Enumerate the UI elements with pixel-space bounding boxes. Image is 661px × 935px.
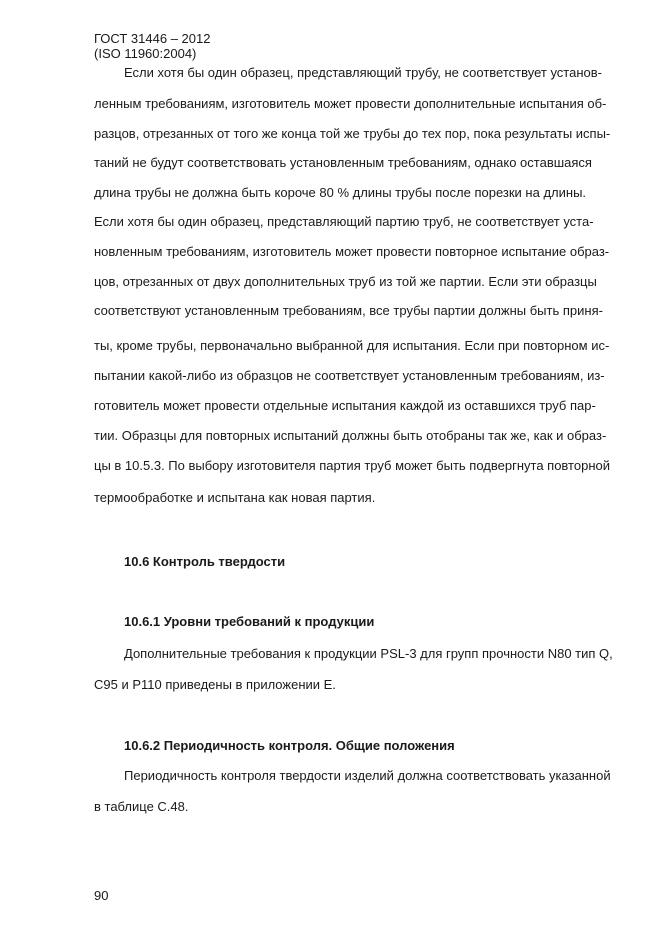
body-line: цов, отрезанных от двух дополнительных труб из той же партии. Если эти образцы	[94, 274, 597, 289]
body-line: Дополнительные требования к продукции PSL-3 для групп прочности N80 тип Q,	[124, 646, 613, 661]
body-line: Если хотя бы один образец, представляющий партию труб, не соответствует уста-	[94, 214, 594, 229]
body-line: соответствуют установленным требованиям, все трубы партии должны быть приня-	[94, 303, 603, 318]
iso-reference: (ISO 11960:2004)	[94, 46, 197, 61]
section-heading-10-6-2: 10.6.2 Периодичность контроля. Общие положения	[124, 738, 455, 753]
body-line: термообработке и испытана как новая партия.	[94, 490, 376, 505]
body-line: C95 и P110 приведены в приложении E.	[94, 677, 336, 692]
body-line: ленным требованиям, изготовитель может провести дополнительные испытания об-	[94, 96, 607, 111]
section-heading-10-6: 10.6 Контроль твердости	[124, 554, 286, 569]
page-number: 90	[94, 888, 109, 903]
standard-code: ГОСТ 31446 – 2012	[94, 31, 211, 46]
body-line: тии. Образцы для повторных испытаний должны быть отобраны так же, как и образ-	[94, 428, 607, 443]
body-line: разцов, отрезанных от того же конца той же трубы до тех пор, пока результаты испы-	[94, 126, 611, 141]
body-line: в таблице C.48.	[94, 799, 189, 814]
body-line: ты, кроме трубы, первоначально выбранной для испытания. Если при повторном ис-	[94, 338, 610, 353]
body-line: таний не будут соответствовать установленным требованиям, однако оставшаяся	[94, 155, 592, 170]
body-line: пытании какой-либо из образцов не соответствует установленным требованиям, из-	[94, 368, 605, 383]
body-line: длина трубы не должна быть короче 80 % длины трубы после порезки на длины.	[94, 185, 587, 200]
section-heading-10-6-1: 10.6.1 Уровни требований к продукции	[124, 614, 375, 629]
body-line: готовитель может провести отдельные испытания каждой из оставшихся труб пар-	[94, 398, 596, 413]
body-line: новленным требованиям, изготовитель может провести повторное испытание образ-	[94, 244, 610, 259]
body-line: Если хотя бы один образец, представляющий трубу, не соответствует установ-	[124, 65, 602, 80]
body-line: Периодичность контроля твердости изделий должна соответствовать указанной	[124, 768, 611, 783]
body-line: цы в 10.5.3. По выбору изготовителя партия труб может быть подвергнута повторной	[94, 458, 610, 473]
